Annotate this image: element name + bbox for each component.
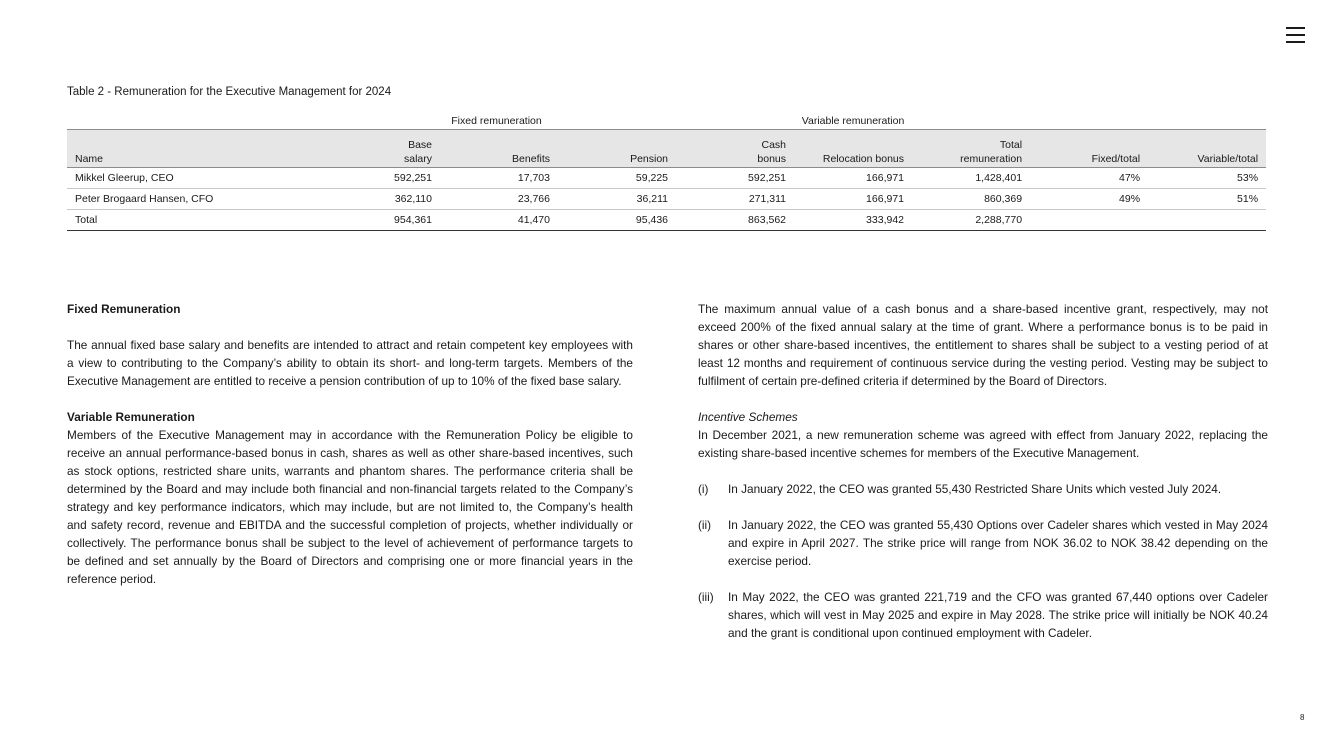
table-row bbox=[67, 168, 1266, 189]
cell-benefits: 23,766 bbox=[440, 189, 558, 210]
list-item-text: In May 2022, the CEO was granted 221,719 and the CFO was granted 67,440 options over Cadeler shares, which will vest in May 2025 and expire in May 2028. The strike price will initially be NOK 40.24 and the grant is conditional upon continued employment with Cadeler. bbox=[728, 590, 1268, 640]
remuneration-table-wrapper bbox=[67, 112, 1266, 231]
list-item-number: (ii) bbox=[698, 518, 712, 532]
menu-bar bbox=[1286, 41, 1305, 43]
incentive-schemes-text: In December 2021, a new remuneration scheme was agreed with effect from January 2022, replacing the existing share-based incentive schemes for members of the Executive Management. bbox=[698, 428, 1268, 460]
table-title: Table 2 - Remuneration for the Executive Management for 2024 bbox=[67, 86, 392, 98]
list-item bbox=[698, 516, 1268, 570]
incentive-schemes-heading: Incentive Schemes bbox=[698, 410, 798, 424]
cell-benefits: 41,470 bbox=[440, 210, 558, 231]
group-variable-remuneration: Variable remuneration bbox=[801, 114, 905, 127]
cell-total-remuneration: 2,288,770 bbox=[912, 210, 1030, 231]
menu-bar bbox=[1286, 27, 1305, 29]
hamburger-menu-icon[interactable] bbox=[1286, 26, 1306, 44]
cell-base-salary: 362,110 bbox=[317, 189, 440, 210]
cell-fixed-total: 47% bbox=[1030, 168, 1148, 189]
table-total-row bbox=[67, 210, 1266, 231]
variable-remuneration-text: Members of the Executive Management may in accordance with the Remuneration Policy be eligible to receive an annual performance-based bonus in cash, shares as well as other share-based incentives, such as stock options, restricted share units, warrants and phantom shares. The performance criteria shall be determined by the Board and may include both financial and non-financial targets related to the Company’s strategy and key performance indicators, which may include, but are not limited to, the Company’s health and safety record, revenue and EBITDA and the successful completion of projects, whether individually or collectively. The performance bonus shall be subject to the level of achievement of performance targets to be defined and set annually by the Board of Directors and comprising one or more financial years in the reference period. bbox=[67, 428, 633, 586]
cell-base-salary: 954,361 bbox=[317, 210, 440, 231]
header-benefits: Benefits bbox=[440, 130, 558, 168]
cell-pension: 59,225 bbox=[558, 168, 676, 189]
remuneration-table bbox=[67, 112, 1266, 231]
cell-variable-total bbox=[1148, 210, 1266, 231]
header-pension: Pension bbox=[558, 130, 676, 168]
cell-fixed-total bbox=[1030, 210, 1148, 231]
left-text-column bbox=[67, 300, 633, 588]
cell-relocation-bonus: 166,971 bbox=[794, 168, 912, 189]
cell-benefits: 17,703 bbox=[440, 168, 558, 189]
page-number: 8 bbox=[1300, 713, 1305, 722]
cell-variable-total: 51% bbox=[1148, 189, 1266, 210]
header-base-salary: Base salary bbox=[317, 130, 440, 168]
cell-name: Total bbox=[67, 210, 317, 231]
list-item-number: (iii) bbox=[698, 590, 714, 604]
list-item bbox=[698, 588, 1268, 642]
list-item-number: (i) bbox=[698, 482, 709, 496]
cell-total-remuneration: 860,369 bbox=[912, 189, 1030, 210]
fixed-remuneration-text: The annual fixed base salary and benefits are intended to attract and retain competent key employees with a view to contributing to the Company’s ability to obtain its short- and long-term targets. Members of the Executive Management are entitled to receive a pension contribution of up to 10% of the fixed base salary. bbox=[67, 338, 633, 388]
header-name: Name bbox=[67, 130, 317, 168]
cell-name: Peter Brogaard Hansen, CFO bbox=[67, 189, 317, 210]
table-row bbox=[67, 189, 1266, 210]
header-cash-bonus: Cash bonus bbox=[676, 130, 794, 168]
cell-total-remuneration: 1,428,401 bbox=[912, 168, 1030, 189]
cell-name: Mikkel Gleerup, CEO bbox=[67, 168, 317, 189]
cell-cash-bonus: 592,251 bbox=[676, 168, 794, 189]
menu-bar bbox=[1286, 34, 1305, 36]
variable-remuneration-heading: Variable Remuneration bbox=[67, 410, 195, 424]
header-fixed-total: Fixed/total bbox=[1030, 130, 1148, 168]
cell-pension: 95,436 bbox=[558, 210, 676, 231]
cell-relocation-bonus: 333,942 bbox=[794, 210, 912, 231]
bonus-cap-text: The maximum annual value of a cash bonus and a share-based incentive grant, respectively, may not exceed 200% of the fixed annual salary at the time of grant. Where a performance bonus is to be paid in shares or other share-based incentives, the entitlement to shares shall be subject to a vesting period of at least 12 months and requirement of continuous service during the vesting period. Vesting may be subject to fulfilment of certain pre-defined criteria if determined by the Board of Directors. bbox=[698, 302, 1268, 388]
fixed-remuneration-heading: Fixed Remuneration bbox=[67, 302, 181, 316]
cell-variable-total: 53% bbox=[1148, 168, 1266, 189]
cell-cash-bonus: 863,562 bbox=[676, 210, 794, 231]
header-total-remuneration: Total remuneration bbox=[912, 130, 1030, 168]
header-variable-total: Variable/total bbox=[1148, 130, 1266, 168]
header-relocation-bonus: Relocation bonus bbox=[794, 130, 912, 168]
list-item-text: In January 2022, the CEO was granted 55,430 Options over Cadeler shares which vested in May 2024 and expire in April 2027. The strike price will range from NOK 36.02 to NOK 38.42 depending on the exercise period. bbox=[728, 518, 1268, 568]
right-text-column bbox=[698, 300, 1268, 642]
cell-base-salary: 592,251 bbox=[317, 168, 440, 189]
group-header-row bbox=[67, 112, 1266, 130]
cell-cash-bonus: 271,311 bbox=[676, 189, 794, 210]
column-header-row bbox=[67, 130, 1266, 168]
group-fixed-remuneration: Fixed remuneration bbox=[451, 114, 542, 127]
cell-fixed-total: 49% bbox=[1030, 189, 1148, 210]
cell-pension: 36,211 bbox=[558, 189, 676, 210]
list-item bbox=[698, 480, 1268, 498]
list-item-text: In January 2022, the CEO was granted 55,430 Restricted Share Units which vested July 2024. bbox=[728, 482, 1222, 496]
cell-relocation-bonus: 166,971 bbox=[794, 189, 912, 210]
